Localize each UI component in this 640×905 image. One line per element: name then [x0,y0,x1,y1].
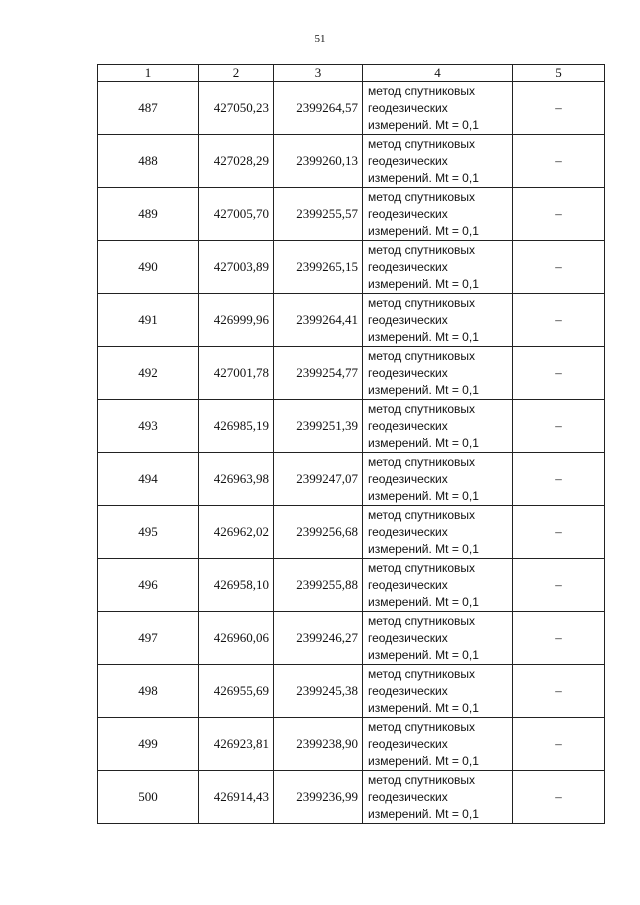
point-number-cell: 499 [98,718,199,771]
method-line: метод спутниковых [368,454,476,469]
method-line: измерений. Mt = 0,1 [368,117,479,132]
method-line: геодезических [368,789,448,804]
table-row [98,612,605,665]
method-line: измерений. Mt = 0,1 [368,382,479,397]
point-number-cell: 492 [98,347,199,400]
y-coordinate-cell: 2399264,57 [274,82,363,135]
note-cell: – [513,135,605,188]
y-coordinate-cell: 2399238,90 [274,718,363,771]
column-header-5: 5 [513,65,605,82]
point-number-cell: 500 [98,771,199,824]
y-coordinate-cell: 2399245,38 [274,665,363,718]
x-coordinate-cell: 426963,98 [199,453,274,506]
method-line: метод спутниковых [368,613,476,628]
method-cell [363,400,513,453]
coordinates-table [97,64,605,824]
method-line: метод спутниковых [368,560,476,575]
method-line: измерений. Mt = 0,1 [368,647,479,662]
method-line: геодезических [368,153,448,168]
table-row [98,559,605,612]
point-number-cell: 494 [98,453,199,506]
y-coordinate-cell: 2399246,27 [274,612,363,665]
method-line: измерений. Mt = 0,1 [368,541,479,556]
method-line: измерений. Mt = 0,1 [368,700,479,715]
table-row [98,506,605,559]
method-line: геодезических [368,524,448,539]
method-line: геодезических [368,418,448,433]
method-line: метод спутниковых [368,295,476,310]
table-body [98,82,605,824]
y-coordinate-cell: 2399247,07 [274,453,363,506]
table-header [98,65,605,82]
x-coordinate-cell: 427003,89 [199,241,274,294]
point-number-cell: 497 [98,612,199,665]
method-line: метод спутниковых [368,189,476,204]
method-line: метод спутниковых [368,666,476,681]
x-coordinate-cell: 426923,81 [199,718,274,771]
page-number: 51 [314,33,326,45]
table-row [98,82,605,135]
column-header-4: 4 [363,65,513,82]
method-cell [363,241,513,294]
note-cell: – [513,294,605,347]
x-coordinate-cell: 426960,06 [199,612,274,665]
method-cell [363,506,513,559]
table-row [98,294,605,347]
method-line: измерений. Mt = 0,1 [368,223,479,238]
method-line: измерений. Mt = 0,1 [368,329,479,344]
y-coordinate-cell: 2399260,13 [274,135,363,188]
y-coordinate-cell: 2399236,99 [274,771,363,824]
method-cell [363,294,513,347]
table-row [98,718,605,771]
point-number-cell: 493 [98,400,199,453]
method-cell [363,188,513,241]
note-cell: – [513,612,605,665]
method-line: измерений. Mt = 0,1 [368,594,479,609]
note-cell: – [513,718,605,771]
note-cell: – [513,400,605,453]
method-line: измерений. Mt = 0,1 [368,806,479,821]
y-coordinate-cell: 2399251,39 [274,400,363,453]
note-cell: – [513,82,605,135]
point-number-cell: 488 [98,135,199,188]
method-cell [363,347,513,400]
method-line: метод спутниковых [368,242,476,257]
method-line: геодезических [368,100,448,115]
method-line: геодезических [368,683,448,698]
method-line: метод спутниковых [368,719,476,734]
point-number-cell: 489 [98,188,199,241]
note-cell: – [513,665,605,718]
x-coordinate-cell: 427001,78 [199,347,274,400]
method-line: измерений. Mt = 0,1 [368,170,479,185]
method-cell [363,612,513,665]
note-cell: – [513,559,605,612]
x-coordinate-cell: 427050,23 [199,82,274,135]
header-row [98,65,605,82]
note-cell: – [513,453,605,506]
column-header-3: 3 [274,65,363,82]
x-coordinate-cell: 427005,70 [199,188,274,241]
table-row [98,771,605,824]
x-coordinate-cell: 427028,29 [199,135,274,188]
method-cell [363,453,513,506]
method-line: геодезических [368,577,448,592]
table-row [98,400,605,453]
point-number-cell: 491 [98,294,199,347]
table-row [98,188,605,241]
x-coordinate-cell: 426914,43 [199,771,274,824]
y-coordinate-cell: 2399255,57 [274,188,363,241]
x-coordinate-cell: 426985,19 [199,400,274,453]
point-number-cell: 490 [98,241,199,294]
y-coordinate-cell: 2399265,15 [274,241,363,294]
table-row [98,241,605,294]
method-line: метод спутниковых [368,83,476,98]
x-coordinate-cell: 426955,69 [199,665,274,718]
note-cell: – [513,347,605,400]
method-line: геодезических [368,206,448,221]
y-coordinate-cell: 2399264,41 [274,294,363,347]
method-line: геодезических [368,365,448,380]
method-cell [363,718,513,771]
y-coordinate-cell: 2399255,88 [274,559,363,612]
method-line: измерений. Mt = 0,1 [368,753,479,768]
method-line: метод спутниковых [368,136,476,151]
point-number-cell: 498 [98,665,199,718]
table-row [98,665,605,718]
method-line: геодезических [368,630,448,645]
method-cell [363,771,513,824]
x-coordinate-cell: 426962,02 [199,506,274,559]
method-line: геодезических [368,736,448,751]
method-line: метод спутниковых [368,348,476,363]
method-line: геодезических [368,259,448,274]
method-line: метод спутниковых [368,507,476,522]
note-cell: – [513,771,605,824]
method-line: метод спутниковых [368,401,476,416]
table-row [98,135,605,188]
method-line: измерений. Mt = 0,1 [368,488,479,503]
y-coordinate-cell: 2399256,68 [274,506,363,559]
method-cell [363,135,513,188]
point-number-cell: 495 [98,506,199,559]
table-row [98,453,605,506]
note-cell: – [513,241,605,294]
note-cell: – [513,188,605,241]
method-cell [363,665,513,718]
method-cell [363,82,513,135]
column-header-1: 1 [98,65,199,82]
method-line: измерений. Mt = 0,1 [368,435,479,450]
column-header-2: 2 [199,65,274,82]
x-coordinate-cell: 426999,96 [199,294,274,347]
method-line: геодезических [368,471,448,486]
x-coordinate-cell: 426958,10 [199,559,274,612]
y-coordinate-cell: 2399254,77 [274,347,363,400]
method-line: метод спутниковых [368,772,476,787]
point-number-cell: 496 [98,559,199,612]
method-cell [363,559,513,612]
table-row [98,347,605,400]
method-line: геодезических [368,312,448,327]
point-number-cell: 487 [98,82,199,135]
note-cell: – [513,506,605,559]
method-line: измерений. Mt = 0,1 [368,276,479,291]
